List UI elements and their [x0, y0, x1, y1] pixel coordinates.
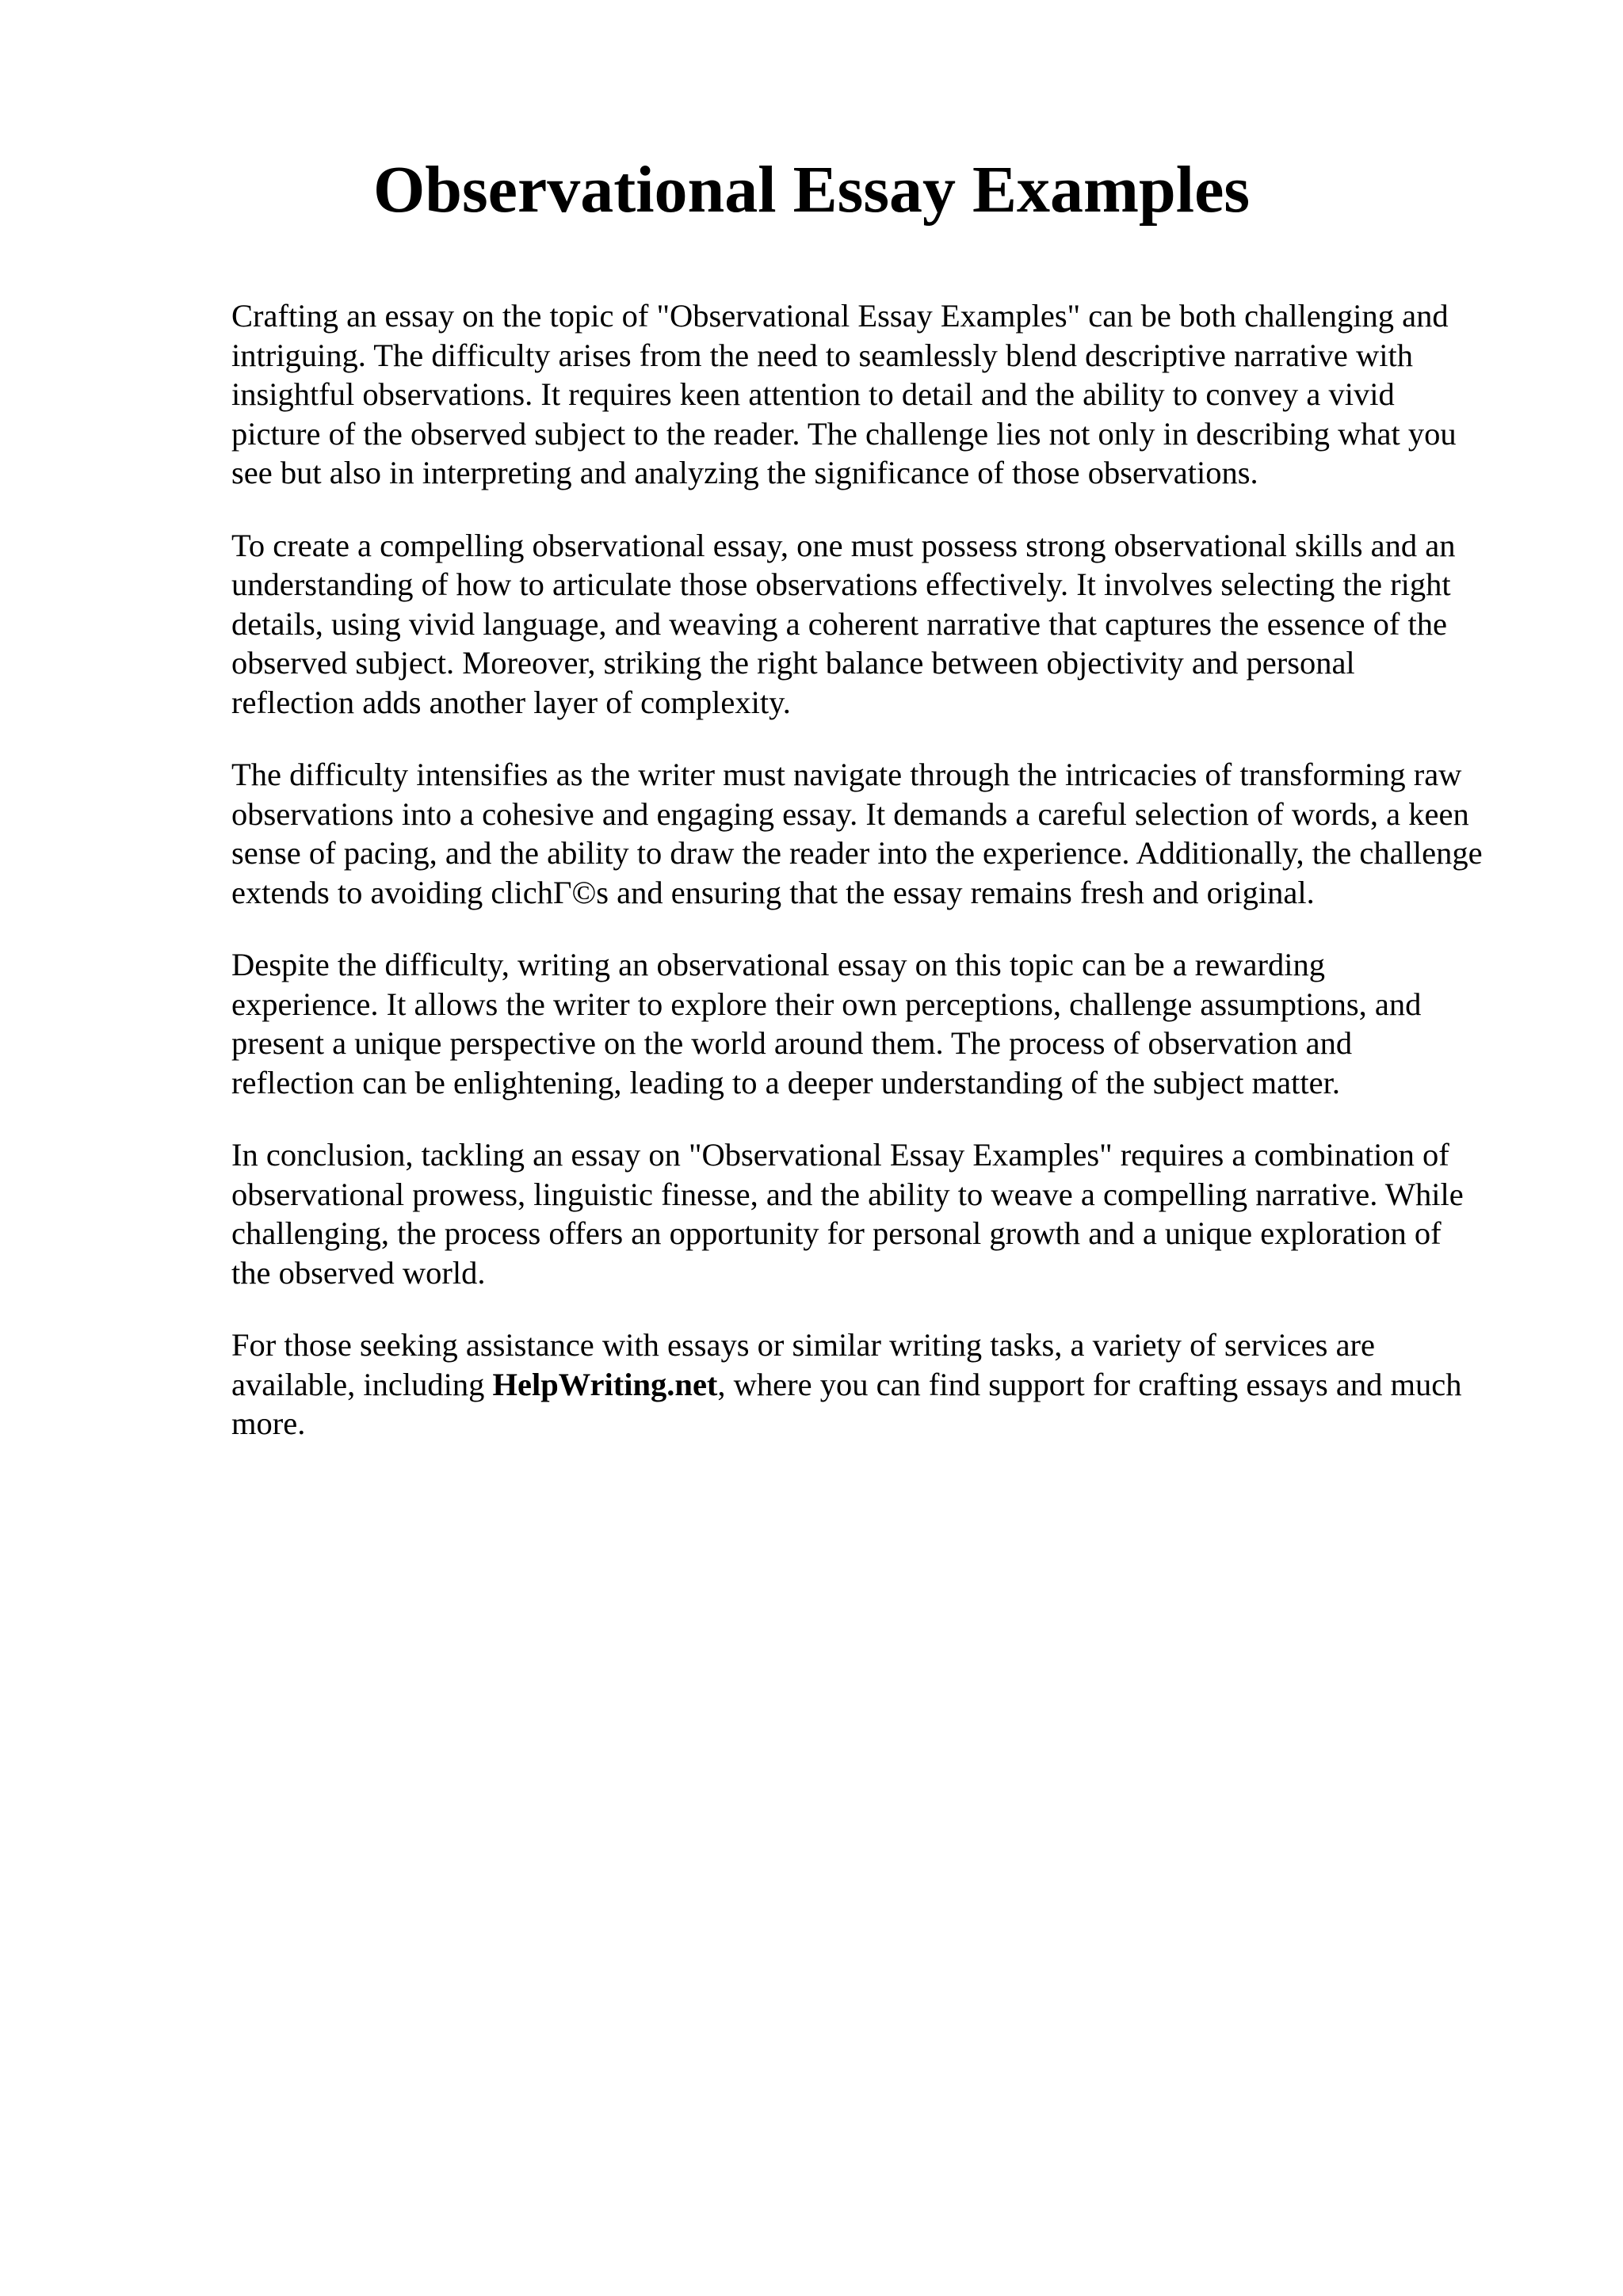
paragraph-3 [231, 755, 1531, 912]
paragraph-4 [231, 945, 1531, 1102]
paragraph-line: present a unique perspective on the world around them. The process of observation and [231, 1025, 1353, 1061]
line-prefix: available, including [231, 1366, 493, 1402]
paragraph-line: intriguing. The difficulty arises from the need to seamlessly blend descriptive narrative with [231, 337, 1413, 373]
paragraph-line: observational prowess, linguistic finesse, and the ability to weave a compelling narrative. While [231, 1176, 1464, 1212]
paragraph-line: reflection adds another layer of complexity. [231, 684, 791, 720]
document-title: Observational Essay Examples [372, 153, 1251, 227]
paragraph-line: Crafting an essay on the topic of "Observational Essay Examples" can be both challenging and [231, 298, 1449, 334]
paragraph-line: observed subject. Moreover, striking the right balance between objectivity and personal [231, 645, 1355, 681]
paragraph-line: The difficulty intensifies as the writer must navigate through the intricacies of transforming raw [231, 757, 1462, 792]
paragraph-line: In conclusion, tackling an essay on "Observational Essay Examples" requires a combination of [231, 1137, 1449, 1173]
paragraph-line: extends to avoiding clichΓ©s and ensuring that the essay remains fresh and original. [231, 874, 1315, 910]
paragraph-line: For those seeking assistance with essays or similar writing tasks, a variety of services are [231, 1327, 1376, 1363]
helpwriting-link[interactable]: HelpWriting.net [492, 1366, 718, 1402]
paragraph-line: experience. It allows the writer to explore their own perceptions, challenge assumptions, and [231, 986, 1422, 1022]
paragraph-line: sense of pacing, and the ability to draw the reader into the experience. Additionally, the challenge [231, 835, 1483, 871]
paragraph-line: the observed world. [231, 1254, 486, 1291]
paragraph-2 [231, 526, 1531, 723]
paragraph-1 [231, 296, 1531, 493]
paragraph-line: see but also in interpreting and analyzing the significance of those observations. [231, 455, 1258, 490]
paragraph-5 [231, 1135, 1531, 1292]
paragraph-line: understanding of how to articulate those observations effectively. It involves selecting the right [231, 566, 1451, 602]
paragraph-line: challenging, the process offers an opportunity for personal growth and a unique exploration of [231, 1215, 1442, 1251]
paragraph-line: observations into a cohesive and engaging essay. It demands a careful selection of words, a keen [231, 795, 1469, 832]
paragraph-line [231, 1365, 1531, 1405]
paragraph-line: more. [231, 1405, 306, 1441]
paragraph-line: Despite the difficulty, writing an observational essay on this topic can be a rewarding [231, 947, 1325, 982]
paragraph-line: details, using vivid language, and weaving a coherent narrative that captures the essence of the [231, 605, 1447, 642]
paragraph-line: picture of the observed subject to the reader. The challenge lies not only in describing what you [231, 415, 1457, 452]
paragraph-6 [231, 1325, 1531, 1444]
document-body [231, 296, 1531, 1477]
paragraph-line: reflection can be enlightening, leading to a deeper understanding of the subject matter. [231, 1064, 1340, 1100]
paragraph-line: insightful observations. It requires keen attention to detail and the ability to convey a vivid [231, 376, 1395, 412]
line-suffix: , where you can find support for crafting essays and much [717, 1366, 1462, 1402]
paragraph-line: To create a compelling observational essay, one must possess strong observational skills and an [231, 527, 1456, 563]
